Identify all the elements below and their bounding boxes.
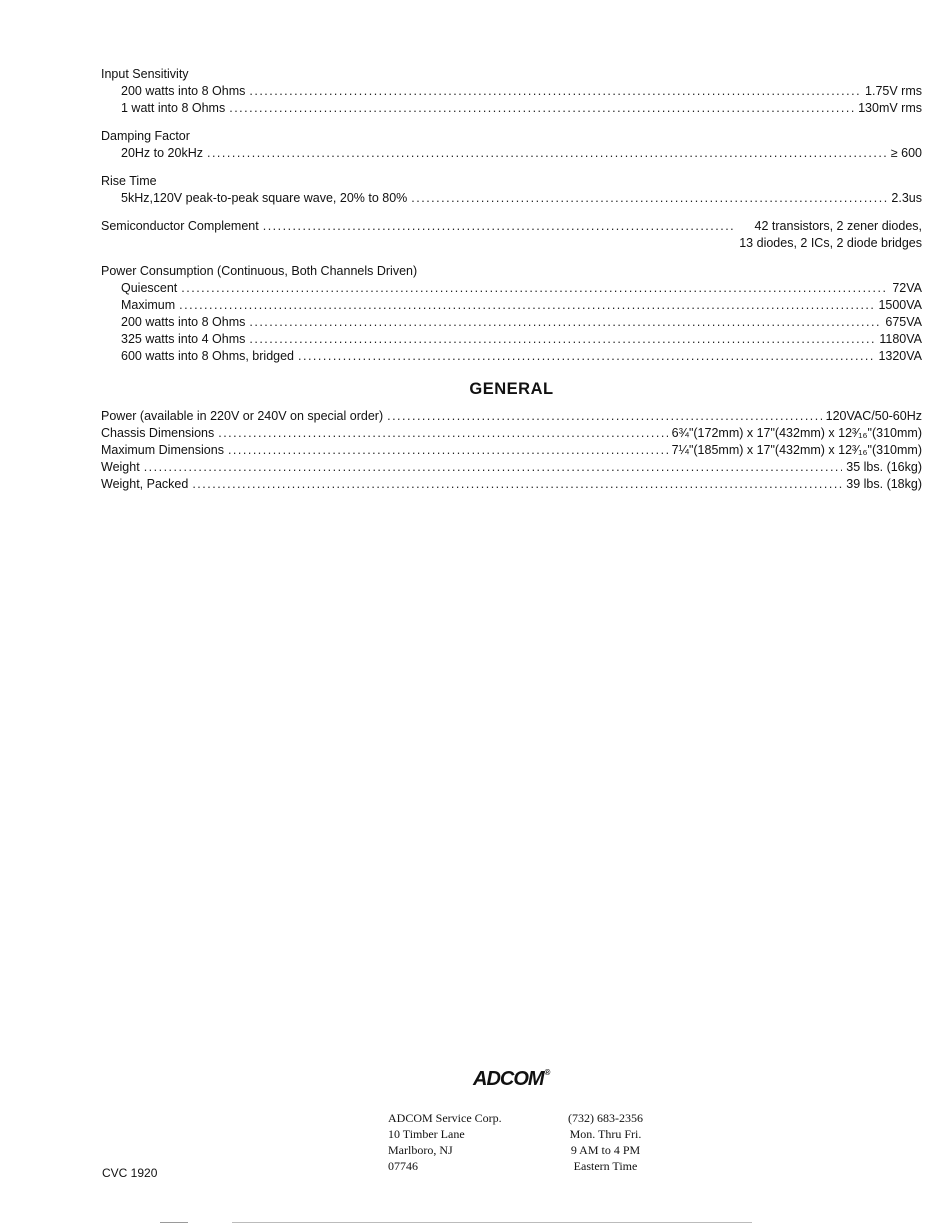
power-consumption-group <box>101 263 922 365</box>
spec-label: Semiconductor Complement <box>101 219 259 233</box>
spec-value: 7¼"(185mm) x 17"(432mm) x 12³⁄₁₆"(310mm) <box>671 443 922 457</box>
service-days: Mon. Thru Fri. <box>569 1127 642 1141</box>
dot-leader <box>411 190 887 207</box>
dot-leader <box>229 100 854 117</box>
semiconductor-group <box>101 218 922 252</box>
spec-value: ≥ 600 <box>890 146 922 160</box>
spec-row <box>101 145 922 162</box>
spec-value <box>739 218 922 252</box>
general-specs <box>101 408 922 493</box>
spec-label: Maximum <box>121 298 176 312</box>
spec-label: Weight, Packed <box>101 477 189 491</box>
spec-heading: Power Consumption (Continuous, Both Channels Driven) <box>101 264 418 278</box>
spec-value: 39 lbs. (18kg) <box>846 477 922 491</box>
dot-leader <box>228 442 668 459</box>
scan-edge-line <box>232 1222 752 1223</box>
spec-label: Chassis Dimensions <box>101 426 215 440</box>
dot-leader <box>387 408 822 425</box>
service-address <box>388 1110 502 1174</box>
spec-label: 1 watt into 8 Ohms <box>121 101 226 115</box>
dot-leader <box>207 145 887 162</box>
spec-label: Weight <box>101 460 140 474</box>
general-section-title: GENERAL <box>469 380 554 398</box>
adcom-logo <box>473 1068 549 1091</box>
logo-text: ADCOM <box>473 1068 544 1090</box>
spec-heading: Rise Time <box>101 174 157 188</box>
input-sensitivity-group <box>101 66 922 117</box>
dot-leader <box>298 348 874 365</box>
spec-label: 325 watts into 4 Ohms <box>121 332 246 346</box>
dot-leader <box>192 476 842 493</box>
spec-row <box>101 100 922 117</box>
spec-value: 130mV rms <box>858 101 922 115</box>
spec-value: 1320VA <box>878 349 922 363</box>
spec-row <box>101 425 922 442</box>
spec-value: 6¾"(172mm) x 17"(432mm) x 12³⁄₁₆"(310mm) <box>671 426 922 440</box>
spec-value: 675VA <box>885 315 922 329</box>
dot-leader <box>249 83 861 100</box>
dot-leader <box>144 459 843 476</box>
service-hours <box>558 1110 653 1174</box>
dot-leader <box>249 314 881 331</box>
registered-mark: ® <box>544 1068 550 1077</box>
service-street: 10 Timber Lane <box>388 1127 465 1141</box>
spec-row <box>101 408 922 425</box>
spec-label: 200 watts into 8 Ohms <box>121 315 246 329</box>
spec-row <box>101 297 922 314</box>
spec-row <box>101 348 922 365</box>
dot-leader <box>218 425 667 442</box>
spec-value: 72VA <box>892 281 922 295</box>
rise-time-group <box>101 173 922 207</box>
spec-value: 2.3us <box>891 191 922 205</box>
spec-label: 600 watts into 8 Ohms, bridged <box>121 349 295 363</box>
spec-row <box>101 331 922 348</box>
spec-label: 20Hz to 20kHz <box>121 146 203 160</box>
spec-row <box>101 314 922 331</box>
service-city: Marlboro, NJ <box>388 1143 453 1157</box>
spec-row <box>101 218 922 252</box>
specifications <box>101 66 922 493</box>
service-name: ADCOM Service Corp. <box>388 1111 502 1125</box>
spec-label: 5kHz,120V peak-to-peak square wave, 20% to 80% <box>121 191 408 205</box>
service-timezone: Eastern Time <box>573 1159 638 1173</box>
spec-heading: Input Sensitivity <box>101 67 189 81</box>
spec-row <box>101 190 922 207</box>
dot-leader <box>249 331 875 348</box>
spec-value: 35 lbs. (16kg) <box>846 460 922 474</box>
spec-row <box>101 280 922 297</box>
service-zip: 07746 <box>388 1159 418 1173</box>
service-phone: (732) 683-2356 <box>568 1111 643 1125</box>
spec-value-line: 13 diodes, 2 ICs, 2 diode bridges <box>739 236 922 250</box>
spec-value-line: 42 transistors, 2 zener diodes, <box>754 219 922 233</box>
spec-heading: Damping Factor <box>101 129 190 143</box>
dot-leader <box>263 218 736 235</box>
dot-leader <box>179 297 874 314</box>
spec-value: 1.75V rms <box>865 84 922 98</box>
spec-value: 1500VA <box>878 298 922 312</box>
damping-factor-group <box>101 128 922 162</box>
dot-leader <box>181 280 888 297</box>
spec-label: Maximum Dimensions <box>101 443 224 457</box>
spec-label: Quiescent <box>121 281 178 295</box>
spec-row <box>101 459 922 476</box>
scan-edge-line <box>160 1222 188 1223</box>
document-code: CVC 1920 <box>102 1166 158 1180</box>
spec-row <box>101 442 922 459</box>
spec-row <box>101 476 922 493</box>
spec-row <box>101 83 922 100</box>
service-time: 9 AM to 4 PM <box>570 1143 641 1157</box>
spec-value: 1180VA <box>879 332 922 346</box>
spec-value: 120VAC/50-60Hz <box>825 409 922 423</box>
spec-label: Power (available in 220V or 240V on special order) <box>101 409 384 423</box>
spec-label: 200 watts into 8 Ohms <box>121 84 246 98</box>
